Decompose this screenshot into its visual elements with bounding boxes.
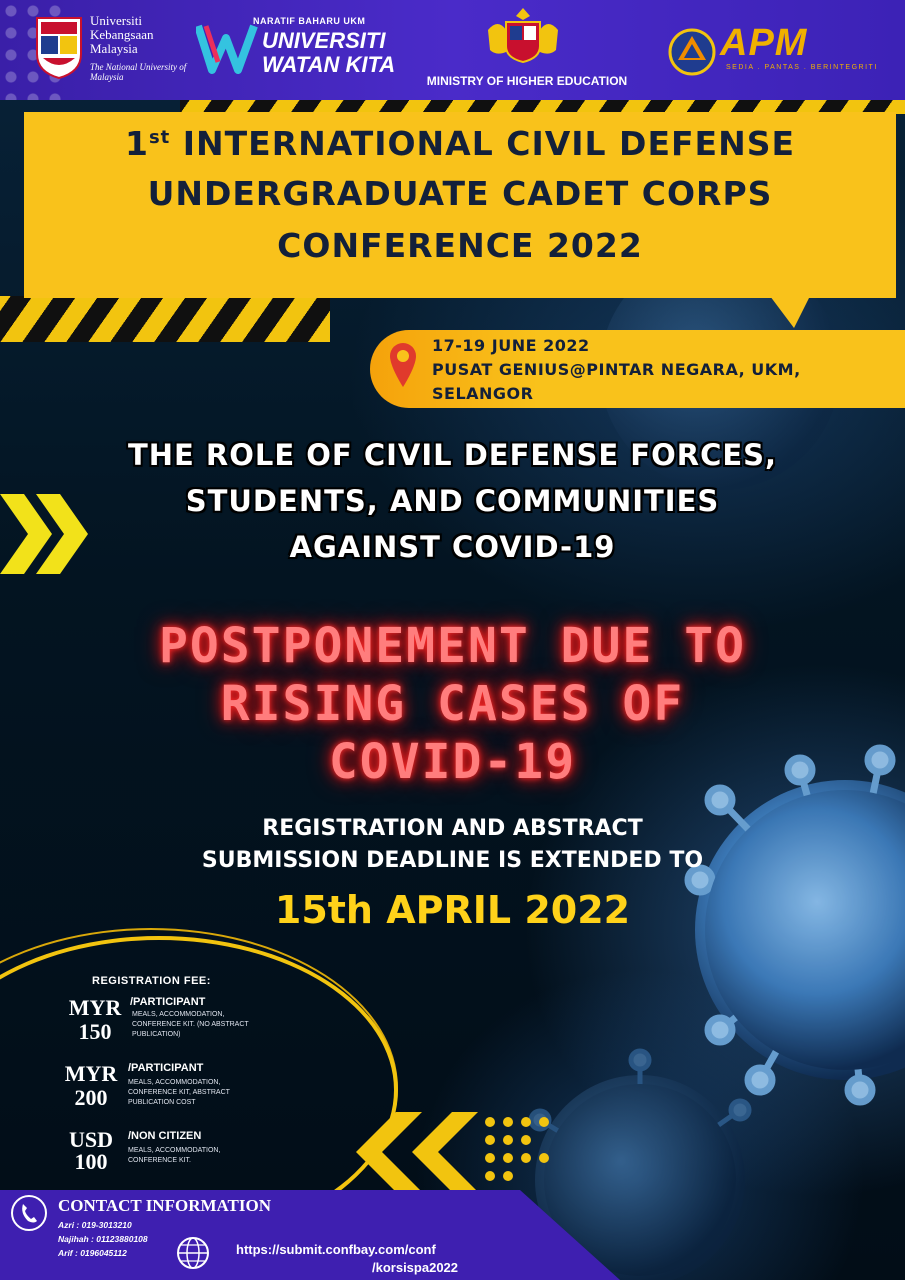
- theme-line-3: AGAINST COVID-19: [289, 530, 616, 564]
- fee-amount: 100: [74, 1149, 108, 1174]
- fee-currency: USD: [68, 1127, 113, 1152]
- deadline-date: 15th APRIL 2022: [274, 888, 631, 932]
- fee-currency: MYR: [68, 995, 122, 1020]
- postponement-line-1: POSTPONEMENT DUE TO: [158, 618, 747, 674]
- title-ordinal-suffix: st: [148, 127, 171, 148]
- fee-description: MEALS, ACCOMMODATION, CONFERENCE KIT, ABSTRACT PUBLICATION COST: [128, 1079, 230, 1106]
- postponement-line-3: COVID-19: [328, 734, 577, 790]
- ukm-subtitle: The National University of Malaysia: [90, 62, 187, 82]
- fee-unit: /NON CITIZEN: [128, 1130, 202, 1142]
- fee-amount: 200: [74, 1085, 108, 1110]
- uwk-line1: UNIVERSITI: [262, 28, 386, 53]
- uwk-tagline: NARATIF BAHARU UKM: [253, 16, 366, 26]
- fee-amount: 150: [78, 1019, 112, 1044]
- fee-unit: /PARTICIPANT: [130, 996, 206, 1008]
- malaysia-coat-of-arms-icon: [484, 6, 562, 66]
- title-line-1: [24, 124, 896, 163]
- title-line-3: CONFERENCE 2022: [277, 226, 643, 265]
- event-venue-line-1: PUSAT GENIUS@PINTAR NEGARA, UKM,: [432, 360, 801, 379]
- globe-icon: [176, 1236, 210, 1270]
- contact-person: Arif : 0196045112: [58, 1248, 127, 1258]
- submission-url-line-1[interactable]: https://submit.confbay.com/conf: [236, 1242, 436, 1257]
- contact-person: Azri : 019-3013210: [58, 1220, 132, 1230]
- title-line-1-text: INTERNATIONAL CIVIL DEFENSE: [170, 124, 796, 163]
- fee-description: MEALS, ACCOMMODATION, CONFERENCE KIT.: [128, 1147, 221, 1164]
- yellow-dot-grid-icon: [480, 1112, 560, 1192]
- fee-description: MEALS, ACCOMMODATION, CONFERENCE KIT. (NO ABSTRACT PUBLICATION): [132, 1011, 249, 1038]
- ukm-name: Universiti Kebangsaan Malaysia: [90, 13, 154, 56]
- theme-line-1: THE ROLE OF CIVIL DEFENSE FORCES,: [127, 438, 778, 472]
- contact-title: CONTACT INFORMATION: [58, 1196, 271, 1215]
- event-venue-line-2: SELANGOR: [432, 384, 534, 403]
- phone-contact-icon: [10, 1194, 48, 1232]
- fee-currency: MYR: [64, 1061, 118, 1086]
- chevron-arrows-icon: [0, 494, 92, 574]
- apm-motto: SEDIA . PANTAS . BERINTEGRITI: [726, 64, 878, 71]
- uwk-logo-mark-icon: [196, 20, 266, 76]
- postponement-line-2: RISING CASES OF: [220, 676, 685, 732]
- event-date: 17-19 JUNE 2022: [432, 336, 590, 355]
- theme-line-2: STUDENTS, AND COMMUNITIES: [185, 484, 720, 518]
- apm-badge-icon: [668, 26, 716, 78]
- registration-line-2: SUBMISSION DEADLINE IS EXTENDED TO: [201, 848, 704, 873]
- submission-url-line-2[interactable]: /korsispa2022: [372, 1260, 459, 1275]
- ukm-crest-icon: [33, 14, 85, 80]
- apm-logo-text: APM: [720, 22, 808, 64]
- title-pointer: [770, 296, 820, 330]
- fee-title: REGISTRATION FEE:: [92, 975, 211, 987]
- title-ordinal: 1: [124, 124, 149, 163]
- ministry-label: MINISTRY OF HIGHER EDUCATION: [426, 74, 628, 88]
- hazard-stripe-bottom: [0, 296, 330, 342]
- contact-person: Najihah : 01123880108: [58, 1234, 148, 1244]
- location-pin-icon: [390, 343, 416, 387]
- fee-unit: /PARTICIPANT: [128, 1062, 204, 1074]
- title-line-2: UNDERGRADUATE CADET CORPS: [147, 174, 773, 213]
- registration-line-1: REGISTRATION AND ABSTRACT: [262, 816, 643, 841]
- uwk-line2: WATAN KITA: [262, 52, 396, 77]
